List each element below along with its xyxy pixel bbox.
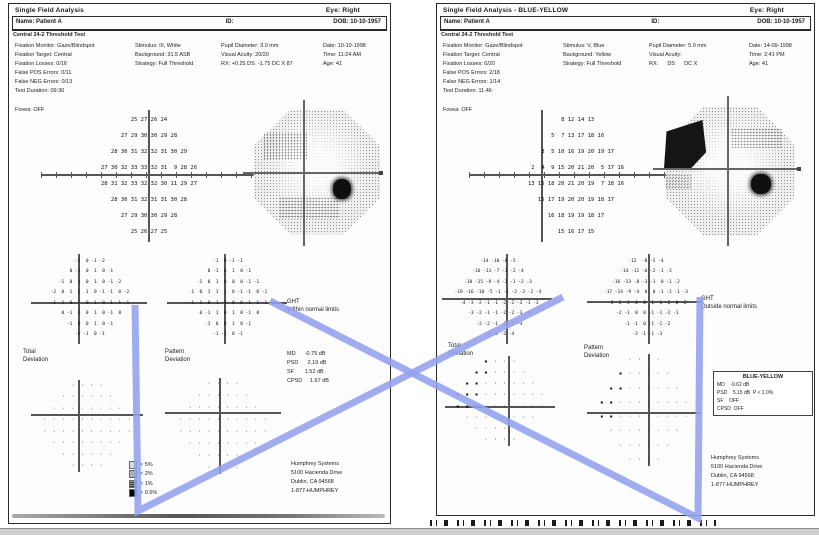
patient-id: ID: xyxy=(225,19,234,25)
bottom-scanner-bar xyxy=(0,528,819,535)
legend-swatch-1pct xyxy=(129,480,137,488)
grayscale-horizontal-axis xyxy=(653,168,801,170)
ght-heading: GHT xyxy=(701,296,714,302)
total-deviation-grid: -14 -10 -6 -5 -16 -13 -7 -3 -2 -4 -18 -15 -9 -4 -2 -1 -2 -3 -19 -16 -10 -5 -1 -1 -2 -3 -2 -4 -4 -3 -2 -1 -1 -2 -2 -3 -1 -3 -3 -2 -1 -1 -2 -2 -3 -2 -2 -2 -1 -2 -2 -3 -3 -2 -2 -4 xyxy=(442,256,554,340)
patient-dob: DOB: 10-10-1957 xyxy=(757,19,805,25)
ght-result: Outside normal limits xyxy=(701,304,758,310)
patient-bar xyxy=(440,16,811,30)
global-indices: MD -0.75 dB PSD 2.19 dB SF 1.52 dB CPSD 1.67 dB xyxy=(287,351,329,384)
ght-result: Within normal limits xyxy=(287,307,340,313)
report-title: Single Field Analysis - BLUE-YELLOW xyxy=(443,7,569,14)
test-name: Central 24-2 Threshold Test xyxy=(441,32,514,38)
report-page-white xyxy=(8,3,391,524)
params-col-acuity: Pupil Diameter: 5.0 mm Visual Acuity: RX: DS DC X xyxy=(649,43,707,67)
grayscale-horizontal-axis xyxy=(243,172,383,174)
threshold-plot: 25 27 26 24 27 29 30 30 29 28 28 30 31 32 32 31 30 29 27 30 32 33 33 32 31 9 28 26 28 31 32 33 32 32 30 11 29 27 28 30 31 32 31 31 30 28 27 29 30 30 29 28 25 26 27 25 xyxy=(37,114,261,238)
probability-plot-pattern: · · · · · · · · · · · · · · · · · · · · · · · · · · · · · · · · · · · · · · · · · · · · · · · · · · · · · · · · xyxy=(165,378,281,474)
test-name: Central 24-2 Threshold Test xyxy=(13,32,86,38)
patient-bar xyxy=(12,16,387,30)
ght-heading: GHT xyxy=(287,299,300,305)
params-col-acuity: Pupil Diameter: 3.0 mm Visual Acuity: 20/20 RX: +0.25 DS -1.75 DC X 87 xyxy=(221,43,293,67)
axis-end-tick xyxy=(797,167,801,171)
vendor-address: Humphrey Systems 5100 Hacienda Drive Dublin, CA 94568 1-877-HUMPHREY xyxy=(711,455,763,488)
pattern-deviation-grid: -12 -8 -5 -4 -14 -11 -6 -2 -1 -3 -16 -13 -8 -3 -1 0 -1 -2 -17 -14 -9 -4 0 0 -1 -2 -1 -3 -3 -2 -1 0 0 -1 -1 -2 0 -2 -2 -1 0 0 -1 -1 -2 -1 -1 -1 0 -1 -1 -2 -2 -1 -1 -3 xyxy=(587,256,705,340)
indices-box xyxy=(713,371,813,416)
grayscale-vertical-axis xyxy=(727,96,729,246)
eye-label: Eye: Right xyxy=(749,7,784,14)
indices-box-title: BLUE-YELLOW xyxy=(742,374,784,380)
legend-swatch-05pct xyxy=(129,489,137,497)
scan-smudge-bar xyxy=(12,514,385,518)
params-col-date: Date: 14-09-1998 Time: 2:41 PM Age: 41 xyxy=(749,43,792,67)
probability-plot-total: ▪ · · · ▪ ▪ · · · · ▪ ▪ · · · · · · ▪ ▪ ▪ · · · · · · · ▪ ▪ · · · · · · · · · · · · · · · · · · · · · · · · · · xyxy=(445,356,555,446)
scan-footer-marks xyxy=(430,520,716,526)
probability-legend: < 5% < 2% < 1% < 0.5% xyxy=(129,460,157,498)
patient-name: Name: Patient A xyxy=(16,19,62,25)
params-col-fixation: Fixation Monitor: Gaze/Blindspot Fixation Target: Central Fixation Losses: 0/16 False POS Errors: 0/11 False NEG Errors: 0/13 Test Duration: 09:30 xyxy=(15,43,95,94)
axis-end-tick xyxy=(379,171,383,175)
probability-plot-pattern: · · · · ▪ · · · · · ▪ ▪ · · · · · · ▪ ▪ · · · · · · · · ▪ ▪ · · · · · · · · · · · · · · · · · · · · · · · · · · xyxy=(587,354,701,466)
threshold-plot: 8 12 14 13 5 7 13 17 18 16 3 5 10 16 19 20 19 17 2 4 9 15 20 21 20 5 17 16 13 15 18 20 21 20 19 7 18 16 15 17 19 20 20 19 18 17 16 18 19 19 18 17 15 16 17 15 xyxy=(467,114,685,238)
grayscale-plot xyxy=(249,105,385,239)
global-indices: MD -9.62 dB PSD 5.15 dB P < 1.0% SF OFF CPSD OFF xyxy=(717,382,774,412)
grayscale-plot xyxy=(661,102,799,240)
report-page-blue-yellow xyxy=(436,3,815,516)
vendor-address: Humphrey Systems 5100 Hacienda Drive Dublin, CA 94568 1-877-HUMPHREY xyxy=(291,461,343,494)
pattern-deviation-grid: -1 0 -1 -1 0 -1 0 1 0 -1 -1 0 1 0 0 0 -1 -1 -1 0 1 1 1 0 -1 -1 0 -1 -1 1 0 1 0 0 0 -1 1 -1 0 -1 1 0 1 0 -1 0 -1 0 0 1 0 -1 -1 -1 0 -1 xyxy=(167,256,289,340)
params-col-stimulus: Stimulus: III, White Background: 31.5 ASB Strategy: Full Threshold xyxy=(135,43,194,67)
legend-swatch-2pct xyxy=(129,470,137,478)
ght-block xyxy=(287,298,339,314)
blind-spot-mark xyxy=(751,174,771,194)
grayscale-field xyxy=(663,104,797,238)
probability-plot-total: · · · · · · · · · · · · · · · · · · · · · · · · · · · · · · · · · · · · · · · · · · · · · · · · · · · · · · · · xyxy=(31,380,143,472)
params-col-stimulus: Stimulus: V, Blue Background: Yellow Strategy: Full Threshold xyxy=(563,43,622,67)
eye-label: Eye: Right xyxy=(325,7,360,14)
total-deviation-label: Total Deviation xyxy=(448,343,474,357)
ght-block xyxy=(701,295,757,311)
legend-swatch-5pct xyxy=(129,461,137,469)
params-col-fixation: Fixation Monitor: Gaze/Blindspot Fixation Target: Central Fixation Losses: 0/20 False POS Errors: 2/18 False NEG Errors: 1/14 Test Duration: 11:46 xyxy=(443,43,523,94)
report-title: Single Field Analysis xyxy=(15,7,84,14)
total-deviation-grid: -1 0 -1 -2 0 -1 0 1 0 -1 -1 0 1 0 1 0 -1 -2 -2 0 1 2 1 0 -1 -1 0 -2 -1 1 0 1 0 1 0 -1 1 -1 0 -1 1 0 1 0 -1 0 -1 0 0 1 0 -1 -2 -1 0 -1 xyxy=(31,256,149,340)
patient-dob: DOB: 10-10-1957 xyxy=(333,19,381,25)
fovea-status: Fovea: OFF xyxy=(15,107,45,113)
params-col-date: Date: 10-10-1998 Time: 11:24 AM Age: 41 xyxy=(323,43,366,67)
fovea-status: Fovea: OFF xyxy=(443,107,473,113)
total-deviation-label: Total Deviation xyxy=(23,349,49,363)
pattern-deviation-label: Pattern Deviation xyxy=(165,349,191,363)
patient-name: Name: Patient A xyxy=(444,19,490,25)
patient-id: ID: xyxy=(651,19,660,25)
blind-spot-mark xyxy=(333,179,351,199)
pattern-deviation-label: Pattern Deviation xyxy=(584,345,610,359)
